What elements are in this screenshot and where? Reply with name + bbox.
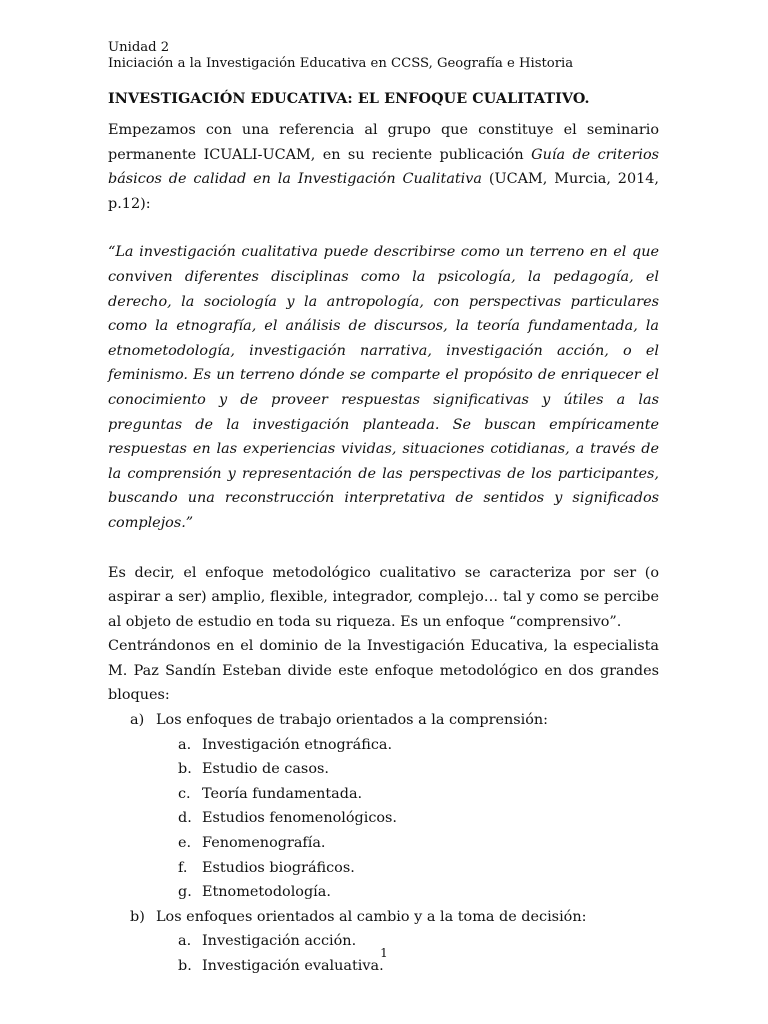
book-title: Guía de criterios básicos de calidad en la Investigación Cualitativa bbox=[108, 146, 659, 188]
intro-text-after: (UCAM, Murcia, 2014, p.12): bbox=[108, 171, 659, 212]
sub-list-item bbox=[108, 806, 659, 831]
sub-list-item bbox=[108, 733, 659, 758]
header-course: Iniciación a la Investigación Educativa en CCSS, Geografía e Historia bbox=[108, 56, 574, 71]
quote-paragraph: “La investigación cualitativa puede describirse como un terreno en el que conviven diferentes disciplinas como la psicología, la pedagogía, el derecho, la sociología y la antropología, con perspectivas particulares como la etnografía, el análisis de discursos, la teoría fundamentada, la etnometodología, investigación narrativa, investigación acción, o el feminismo. Es un terreno dónde se comparte el propósito de enriquecer el conocimiento y de proveer respuestas significativas y útiles a las preguntas de la investigación planteada. Se buscan empíricamente respuestas en las experiencias vividas, situaciones cotidianas, a través de la comprensión y representación de las perspectivas de los participantes, buscando una reconstrucción interpretativa de sentidos y significados complejos.” bbox=[108, 244, 659, 531]
blocks-list bbox=[108, 708, 659, 979]
sub-item-text: Estudio de casos. bbox=[202, 761, 329, 778]
sub-item-marker: a. bbox=[178, 933, 192, 950]
paragraph-blocks-intro: Centrándonos en el dominio de la Investigación Educativa, la especialista M. Paz Sandín Esteban divide este enfoque metodológico en dos grandes bloques: bbox=[108, 638, 659, 704]
sub-list-item bbox=[108, 757, 659, 782]
intro-text-before: Empezamos con una referencia al grupo que constituye el seminario permanente ICUALI-UCAM, en su reciente publicación bbox=[108, 122, 659, 163]
sub-item-marker: f. bbox=[178, 859, 188, 876]
intro-paragraph bbox=[108, 118, 659, 216]
sub-item-text: Estudios biográficos. bbox=[202, 859, 355, 876]
page-number: 1 bbox=[380, 946, 388, 960]
sub-list-item bbox=[108, 856, 659, 881]
sub-item-marker: g. bbox=[178, 884, 192, 901]
sub-item-marker: b. bbox=[178, 761, 192, 778]
block-label: Los enfoques de trabajo orientados a la comprensión: bbox=[156, 712, 548, 729]
sub-item-marker: b. bbox=[178, 958, 192, 974]
sub-item-text: Investigación etnográfica. bbox=[202, 736, 393, 753]
sub-item-text: Investigación evaluativa. bbox=[202, 958, 384, 974]
sub-item-marker: c. bbox=[178, 785, 191, 802]
document-title: INVESTIGACIÓN EDUCATIVA: EL ENFOQUE CUALITATIVO. bbox=[108, 91, 590, 107]
block-marker: a) bbox=[130, 712, 145, 729]
sub-item-text: Fenomenografía. bbox=[202, 835, 326, 852]
block-marker: b) bbox=[130, 908, 145, 925]
block-item bbox=[108, 905, 659, 979]
sub-list-item bbox=[108, 880, 659, 905]
sub-item-text: Investigación acción. bbox=[202, 933, 357, 950]
sub-item-marker: d. bbox=[178, 810, 192, 827]
sub-list bbox=[108, 733, 659, 905]
block-item bbox=[108, 708, 659, 905]
document-page bbox=[108, 40, 659, 979]
sub-item-text: Estudios fenomenológicos. bbox=[202, 810, 398, 827]
sub-item-text: Etnometodología. bbox=[202, 884, 331, 901]
header-unit: Unidad 2 bbox=[108, 40, 170, 55]
sub-item-marker: a. bbox=[178, 736, 192, 753]
sub-item-marker: e. bbox=[178, 835, 192, 852]
sub-item-text: Teoría fundamentada. bbox=[202, 785, 363, 802]
paragraph-definition: Es decir, el enfoque metodológico cualitativo se caracteriza por ser (o aspirar a ser) amplio, flexible, integrador, complejo… tal y como se percibe al objeto de estudio en toda su riqueza. Es un enfoque “comprensivo”. bbox=[108, 564, 659, 630]
block-label: Los enfoques orientados al cambio y a la toma de decisión: bbox=[156, 908, 587, 925]
sub-list-item bbox=[108, 782, 659, 807]
sub-list-item bbox=[108, 831, 659, 856]
